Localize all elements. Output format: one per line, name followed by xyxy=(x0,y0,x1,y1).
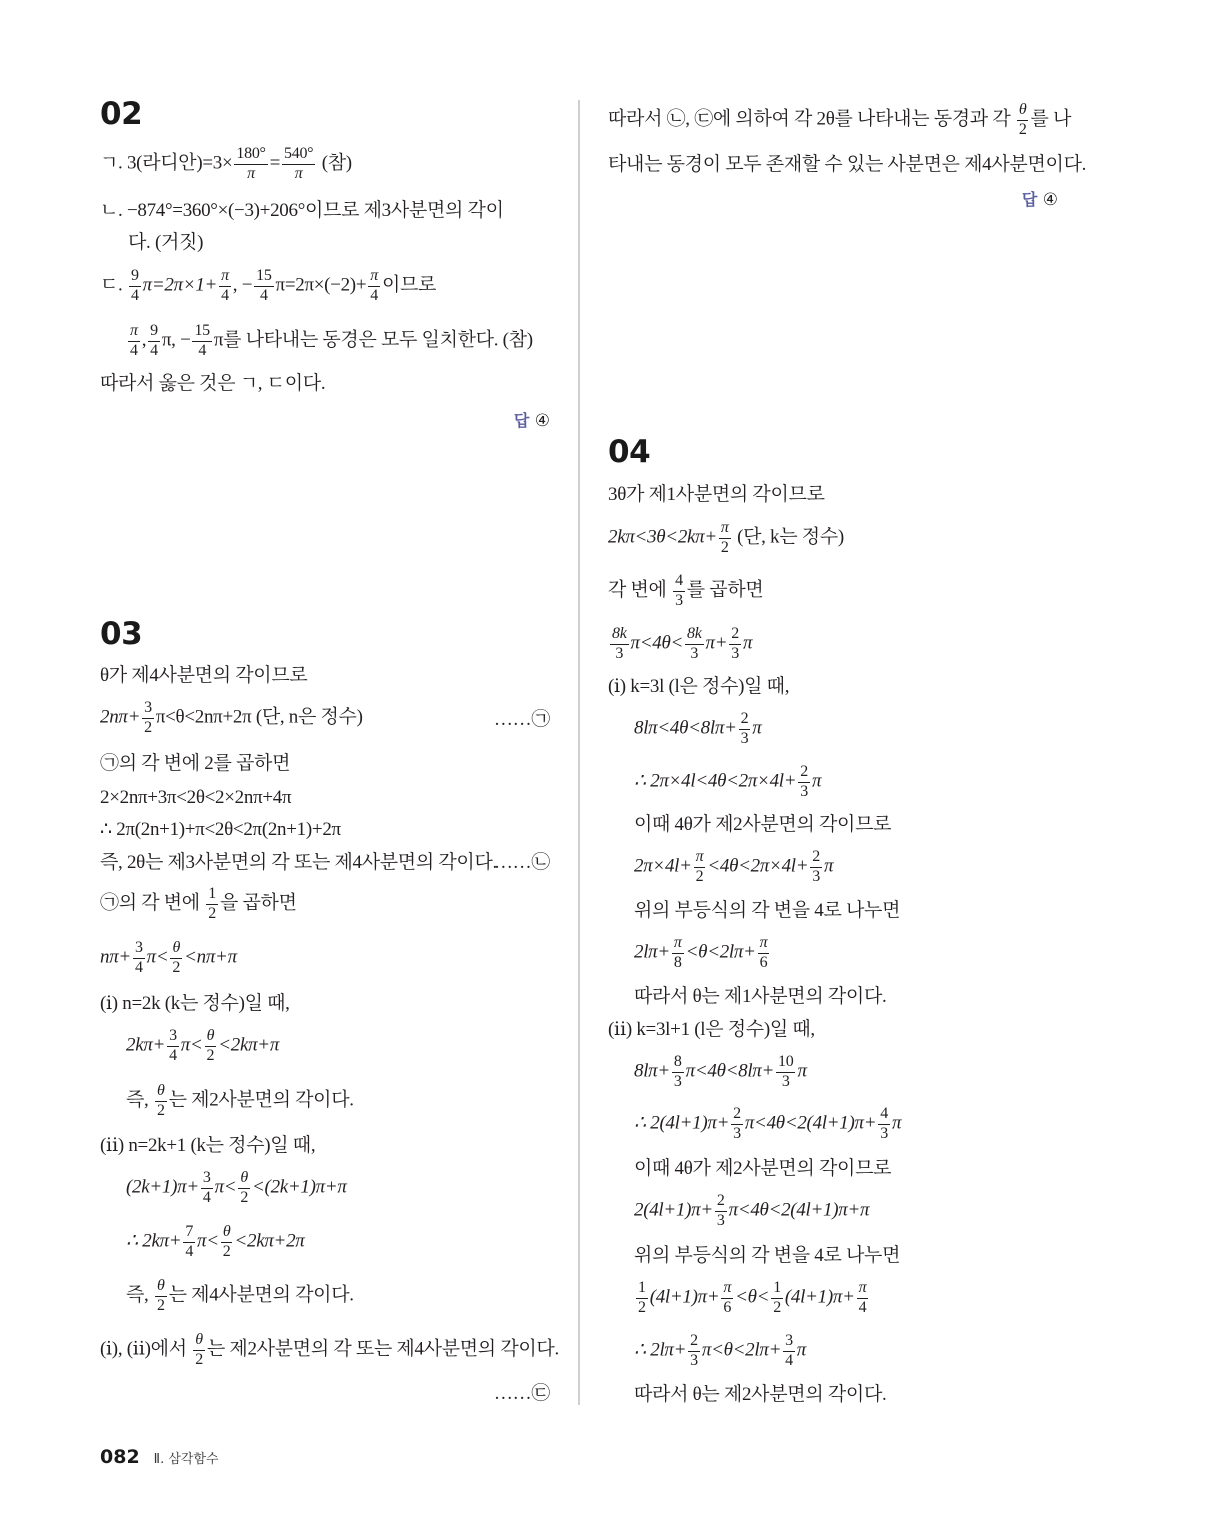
p04-line-11 xyxy=(634,935,771,972)
text: nπ+ xyxy=(100,946,131,968)
p03-line-8 xyxy=(100,940,237,977)
text: π xyxy=(742,632,753,654)
text: 를 나 xyxy=(1030,108,1072,130)
text: π xyxy=(891,1112,902,1134)
text: 즉, 2θ는 제3사분면의 각 또는 제4사분면의 각이다. xyxy=(100,852,497,873)
text: 따라서 ㉡, ㉢에 의하여 각 2θ를 나타내는 동경과 각 xyxy=(608,108,1011,130)
answer-value: ④ xyxy=(1042,190,1058,210)
answer-label: 답 xyxy=(1021,190,1038,209)
p03-line-14 xyxy=(126,1224,304,1261)
fraction: $\frac{2}{3}$ xyxy=(733,1105,741,1142)
fraction: $\frac{15}{4}$ xyxy=(194,322,210,359)
fraction: $\frac{\theta}{2}$ xyxy=(240,1169,249,1206)
text: π xyxy=(823,855,834,877)
p02-item-c-cont xyxy=(126,323,533,360)
circle-mark-1: ……㉠ xyxy=(493,709,550,730)
p03-cont-line-2: 타내는 동경이 모두 존재할 수 있는 사분면은 제4사분면이다. xyxy=(608,154,1087,175)
chapter-title: Ⅱ. 삼각함수 xyxy=(153,1452,219,1467)
text: π+ xyxy=(705,632,728,654)
text: ∴ 2kπ+ xyxy=(126,1230,182,1252)
problem-number-02: 02 xyxy=(100,96,143,132)
p03-case-i: (ⅰ) n=2k (k는 정수)일 때, xyxy=(100,993,290,1014)
text: <4θ<2π×4l+ xyxy=(707,855,809,877)
fraction: $\frac{\theta}{2}$ xyxy=(1018,101,1027,138)
answer-value: ④ xyxy=(534,411,550,431)
text: π<4θ<2(4l+1)π+π xyxy=(728,1199,870,1221)
p03-line-13 xyxy=(126,1170,347,1207)
fraction: $\frac{8k}{3}$ xyxy=(612,625,627,662)
text: <θ< xyxy=(735,1286,770,1308)
fraction: $\frac{\pi}{4}$ xyxy=(370,267,378,304)
p04-line-1: 3θ가 제1사분면의 각이므로 xyxy=(608,484,825,505)
fraction: $\frac{3}{4}$ xyxy=(785,1332,793,1369)
text: π< xyxy=(214,1176,237,1198)
text: <(2k+1)π+π xyxy=(252,1176,347,1198)
text: π를 나타내는 동경은 모두 일치한다. (참) xyxy=(213,329,533,351)
p04-line-3 xyxy=(608,573,763,610)
fraction: $\frac{180^\circ}{\pi}$ xyxy=(236,145,266,182)
text: (ⅰ), (ⅱ)에서 xyxy=(100,1338,187,1360)
p04-case-ii: (ⅱ) k=3l+1 (l은 정수)일 때, xyxy=(608,1019,815,1040)
text: π=2π×1+ xyxy=(142,274,218,296)
p04-line-9 xyxy=(634,849,833,886)
text: 2nπ+ xyxy=(100,706,141,728)
p02-answer xyxy=(514,408,550,431)
text: π<θ<2lπ+ xyxy=(701,1339,782,1361)
fraction: $\frac{\theta}{2}$ xyxy=(172,939,181,976)
fraction: $\frac{\pi}{4}$ xyxy=(858,1279,867,1316)
p04-line-14 xyxy=(634,1054,807,1091)
fraction: $\frac{3}{2}$ xyxy=(144,699,152,736)
fraction: $\frac{15}{4}$ xyxy=(256,267,272,304)
text: π<4θ<2(4l+1)π+ xyxy=(744,1112,877,1134)
fraction: $\frac{2}{3}$ xyxy=(690,1332,698,1369)
text: 는 제2사분면의 각 또는 제4사분면의 각이다. xyxy=(206,1338,559,1360)
text: 2lπ+ xyxy=(634,941,670,963)
column-divider xyxy=(578,100,580,1405)
p03-line-4: 2×2nπ+3π<2θ<2×2nπ+4π xyxy=(100,787,292,808)
fraction: $\frac{540^\circ}{\pi}$ xyxy=(284,145,314,182)
fraction: $\frac{2}{3}$ xyxy=(800,763,808,800)
fraction: $\frac{2}{3}$ xyxy=(740,710,749,747)
text: π xyxy=(797,1060,807,1082)
text: 2π×4l+ xyxy=(634,855,692,877)
text: ㉠의 각 변에 xyxy=(100,892,200,914)
text: 즉, xyxy=(126,1089,149,1111)
fraction: $\frac{\theta}{2}$ xyxy=(206,1027,215,1064)
fraction: $\frac{4}{3}$ xyxy=(675,572,683,609)
circle-mark-3: ……㉢ xyxy=(493,1383,550,1404)
text: = xyxy=(269,152,281,174)
text: 각 변에 xyxy=(608,579,667,601)
p04-line-4 xyxy=(608,626,752,663)
problem-number-04: 04 xyxy=(608,434,651,470)
text: π< xyxy=(197,1230,219,1252)
text: (4l+1)π+ xyxy=(649,1286,720,1308)
fraction: $\frac{\pi}{8}$ xyxy=(673,934,682,971)
fraction: $\frac{\theta}{2}$ xyxy=(195,1331,203,1368)
text: <θ<2lπ+ xyxy=(685,941,756,963)
text: π xyxy=(811,770,822,792)
text: π xyxy=(796,1339,807,1361)
fraction: $\frac{10}{3}$ xyxy=(778,1053,794,1090)
label-digeut: ㄷ. xyxy=(100,274,123,296)
fraction: $\frac{\pi}{6}$ xyxy=(723,1279,732,1316)
p03-line-10 xyxy=(126,1028,279,1065)
p04-line-6 xyxy=(634,711,762,748)
p04-line-7 xyxy=(634,764,821,801)
fraction: $\frac{2}{3}$ xyxy=(716,1192,725,1229)
verdict-true: (참) xyxy=(321,152,352,174)
fraction: $\frac{\pi}{4}$ xyxy=(221,267,229,304)
text: 2kπ<3θ<2kπ+ xyxy=(608,526,717,548)
p03-line-16 xyxy=(100,1332,559,1369)
fraction: $\frac{\pi}{4}$ xyxy=(130,322,138,359)
p02-conclusion: 따라서 옳은 것은 ㄱ, ㄷ이다. xyxy=(100,373,326,394)
text: <nπ+π xyxy=(184,946,237,968)
p03-cont-line-1 xyxy=(608,102,1071,139)
text: ∴ 2(4l+1)π+ xyxy=(634,1112,730,1134)
p03-line-2 xyxy=(100,700,550,737)
fraction: $\frac{2}{3}$ xyxy=(731,625,739,662)
p04-line-18: 위의 부등식의 각 변을 4로 나누면 xyxy=(634,1245,901,1266)
fraction: $\frac{7}{4}$ xyxy=(185,1223,194,1260)
fraction: $\frac{4}{3}$ xyxy=(880,1105,888,1142)
label-giyeok: ㄱ. xyxy=(100,152,123,174)
fraction: $\frac{2}{3}$ xyxy=(812,848,820,885)
text: π, − xyxy=(161,329,191,351)
fraction: $\frac{\theta}{2}$ xyxy=(156,1277,165,1314)
fraction: $\frac{3}{4}$ xyxy=(169,1027,177,1064)
p04-case-i: (ⅰ) k=3l (l은 정수)일 때, xyxy=(608,676,790,697)
text: 는 제2사분면의 각이다. xyxy=(168,1089,354,1111)
p03-line-6 xyxy=(100,853,550,872)
text: −874°=360°×(−3)+206°이므로 제3사분면의 각이 xyxy=(126,200,504,221)
fraction: $\frac{9}{4}$ xyxy=(130,267,139,304)
text: π=2π×(−2)+ xyxy=(275,274,367,296)
text: <2kπ+2π xyxy=(234,1230,305,1252)
p02-item-c xyxy=(100,268,436,305)
p03-line-11 xyxy=(126,1083,354,1120)
text: π< xyxy=(146,946,169,968)
fraction: $\frac{\pi}{6}$ xyxy=(759,934,768,971)
fraction: $\frac{9}{4}$ xyxy=(150,322,158,359)
p02-item-b-cont: 다. (거짓) xyxy=(128,232,204,253)
fraction: $\frac{\pi}{2}$ xyxy=(695,848,704,885)
p04-line-10: 위의 부등식의 각 변을 4로 나누면 xyxy=(634,900,901,921)
fraction: $\frac{8}{3}$ xyxy=(673,1053,682,1090)
page-footer xyxy=(100,1446,219,1468)
text: 8lπ+ xyxy=(634,1060,670,1082)
fraction: $\frac{1}{2}$ xyxy=(208,885,216,922)
circle-mark-2: ……㉡ xyxy=(493,852,550,873)
label-nieun: ㄴ. xyxy=(100,200,123,221)
p04-line-19 xyxy=(634,1280,870,1317)
answer-label: 답 xyxy=(513,411,530,430)
text: π< xyxy=(180,1034,203,1056)
p03-case-ii: (ⅱ) n=2k+1 (k는 정수)일 때, xyxy=(100,1135,316,1156)
fraction: $\frac{\theta}{2}$ xyxy=(222,1223,231,1260)
text: π<θ<2nπ+2π (단, n은 정수) xyxy=(155,706,363,728)
text: 즉, xyxy=(126,1284,149,1306)
text: 이므로 xyxy=(381,274,437,296)
p04-line-15 xyxy=(634,1106,901,1143)
p03-line-1: θ가 제4사분면의 각이므로 xyxy=(100,665,308,686)
text: 를 곱하면 xyxy=(686,579,764,601)
text: (단, k는 정수) xyxy=(737,526,844,548)
p03-line-5: ∴ 2π(2n+1)+π<2θ<2π(2n+1)+2π xyxy=(100,819,341,840)
text: ∴ 2lπ+ xyxy=(634,1339,687,1361)
text: 3(라디안)=3× xyxy=(126,152,233,174)
p03-answer xyxy=(1022,187,1058,210)
p04-line-17 xyxy=(634,1193,869,1230)
fraction: $\frac{\pi}{2}$ xyxy=(720,519,729,556)
fraction: $\frac{3}{4}$ xyxy=(202,1169,211,1206)
p03-line-15 xyxy=(126,1278,354,1315)
text: π<4θ< xyxy=(630,632,684,654)
p02-item-a xyxy=(100,146,352,183)
p04-line-20 xyxy=(634,1333,806,1370)
fraction: $\frac{\theta}{2}$ xyxy=(156,1082,165,1119)
fraction: $\frac{1}{2}$ xyxy=(638,1279,646,1316)
fraction: $\frac{3}{4}$ xyxy=(134,939,143,976)
p03-line-3: ㉠의 각 변에 2를 곱하면 xyxy=(100,753,291,774)
p04-line-2 xyxy=(608,520,844,557)
text: 는 제4사분면의 각이다. xyxy=(168,1284,354,1306)
p04-line-16: 이때 4θ가 제2사분면의 각이므로 xyxy=(634,1158,892,1179)
p02-item-b xyxy=(100,201,504,220)
page-number: 082 xyxy=(100,1446,140,1468)
text: <2kπ+π xyxy=(218,1034,280,1056)
fraction: $\frac{8k}{3}$ xyxy=(687,625,702,662)
p04-line-12: 따라서 θ는 제1사분면의 각이다. xyxy=(634,986,887,1007)
text: , − xyxy=(232,274,253,296)
p04-line-21: 따라서 θ는 제2사분면의 각이다. xyxy=(634,1384,887,1405)
text: π<4θ<8lπ+ xyxy=(685,1060,775,1082)
text: , xyxy=(141,329,147,351)
problem-number-03: 03 xyxy=(100,616,143,652)
text: (4l+1)π+ xyxy=(784,1286,855,1308)
text: 2(4l+1)π+ xyxy=(634,1199,713,1221)
p03-line-7 xyxy=(100,886,297,923)
text: ∴ 2π×4l<4θ<2π×4l+ xyxy=(634,770,797,792)
text: 을 곱하면 xyxy=(219,892,297,914)
text: π xyxy=(752,717,762,739)
text: (2k+1)π+ xyxy=(126,1176,199,1198)
fraction: $\frac{1}{2}$ xyxy=(773,1279,781,1316)
text: 8lπ<4θ<8lπ+ xyxy=(634,717,737,739)
text: 2kπ+ xyxy=(126,1034,166,1056)
p04-line-8: 이때 4θ가 제2사분면의 각이므로 xyxy=(634,814,892,835)
